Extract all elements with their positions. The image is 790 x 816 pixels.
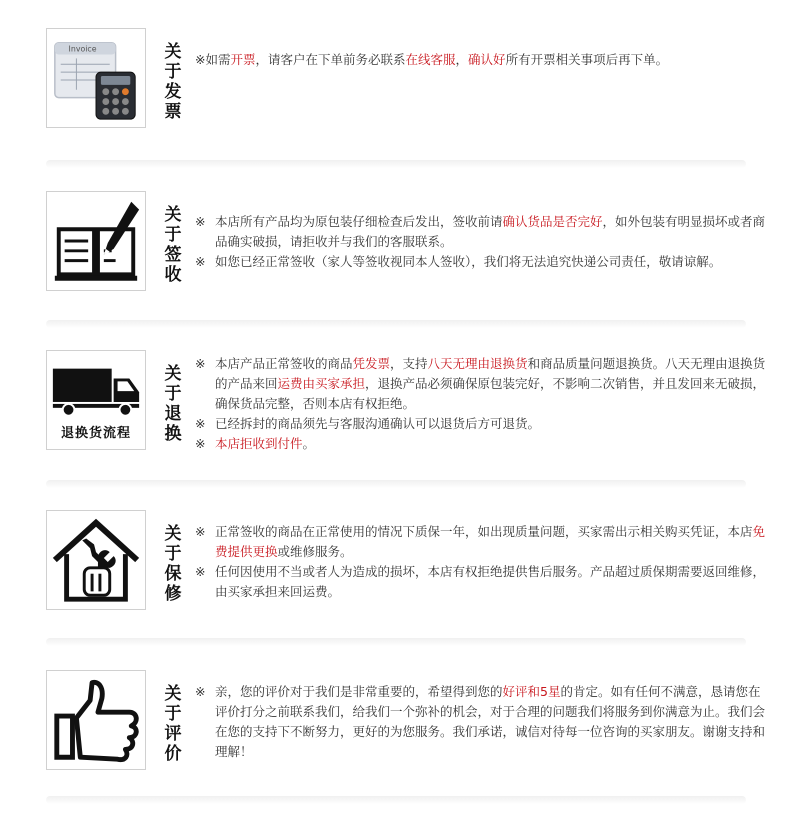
invoice-word: Invoice (68, 44, 97, 54)
section-content (195, 212, 770, 272)
section-content (195, 522, 770, 602)
highlight-text: 确认好 (468, 52, 506, 67)
separator (46, 796, 746, 804)
invoice-calculator-icon (46, 28, 146, 128)
bullet-mark: ※ (195, 564, 206, 579)
section-content (195, 50, 770, 70)
separator (46, 480, 746, 488)
body-text: 和商品质量问题退换货。八天无理由退换货的产品来回 (215, 356, 766, 391)
highlight-text: 八天无理由退换货 (427, 356, 528, 371)
highlight-text: 开票 (230, 52, 256, 67)
bullet-mark: ※ (195, 436, 206, 451)
separator (46, 638, 746, 646)
bullet-mark: ※ (195, 356, 206, 371)
highlight-text: 本店拒收到付件 (215, 436, 303, 451)
section-title: 关 于 评 价 (164, 684, 182, 764)
body-text: 。 (302, 436, 316, 451)
house-wrench-icon (46, 510, 146, 610)
highlight-text: 凭发票 (352, 356, 391, 371)
body-text: ，如外包装有明显损坏或者商品确实破损，请拒收并与我们的客服联系。 (215, 214, 766, 249)
highlight-text: 在线客服 (405, 52, 456, 67)
paragraph (195, 562, 770, 602)
truck-icon (46, 350, 146, 450)
thumbs-up-icon (46, 670, 146, 770)
book-pencil-icon (46, 191, 146, 291)
highlight-text: 运费由买家承担 (277, 376, 366, 391)
paragraph (195, 50, 770, 70)
body-text: 已经拆封的商品须先与客服沟通确认可以退货后方可退货。 (215, 416, 541, 431)
paragraph (195, 212, 770, 252)
body-text: ，请客户在下单前务必联系 (255, 52, 406, 67)
highlight-text: 免费提供更换 (215, 524, 766, 559)
separator (46, 160, 746, 168)
icon-caption: 退换货流程 (60, 426, 131, 441)
section-title: 关 于 签 收 (164, 205, 182, 285)
body-text: ，退换产品必须确保原包装完好，不影响二次销售，并且发回来无破损，确保货品完整，否则本店有权拒绝。 (215, 376, 766, 411)
body-text: 亲，您的评价对于我们是非常重要的，希望得到您的 (215, 684, 503, 699)
paragraph (195, 434, 770, 454)
body-text: 所有开票相关事项后再下单。 (505, 52, 669, 67)
section-title: 关 于 退 换 (164, 364, 182, 444)
section-content (195, 682, 770, 762)
paragraph (195, 414, 770, 434)
body-text: 正常签收的商品在正常使用的情况下质保一年，如出现质量问题，买家需出示相关购买凭证，本店 (215, 524, 753, 539)
section-title: 关 于 发 票 (164, 42, 182, 122)
body-text: 或维修服务。 (277, 544, 353, 559)
paragraph (195, 252, 770, 272)
highlight-text: 好评和5星 (502, 684, 561, 699)
section-title: 关 于 保 修 (164, 524, 182, 604)
bullet-mark: ※ (195, 524, 206, 539)
body-text: ， (455, 52, 469, 67)
body-text: 如您已经正常签收（家人等签收视同本人签收），我们将无法追究快递公司责任，敬请谅解。 (215, 254, 722, 269)
bullet-mark: ※ (195, 214, 206, 229)
body-text: 的肯定。如有任何不满意，恳请您在评价打分之前联系我们，给我们一个弥补的机会，对于合理的问题我们将服务到你满意为止。我们会在您的支持下不断努力，更好的为您服务。我们承诺，诚信对待每一位咨询的买家朋友。谢谢支持和理解！ (215, 684, 766, 759)
body-text: 本店产品正常签收的商品 (215, 356, 353, 371)
paragraph (195, 522, 770, 562)
paragraph (195, 682, 770, 762)
body-text: 任何因使用不当或者人为造成的损坏，本店有权拒绝提供售后服务。产品超过质保期需要返回维修，由买家承担来回运费。 (215, 564, 766, 599)
body-text: ，支持 (390, 356, 428, 371)
bullet-mark: ※ (195, 254, 206, 269)
paragraph (195, 354, 770, 414)
section-content (195, 354, 770, 454)
bullet-mark: ※ (195, 416, 206, 431)
highlight-text: 确认货品是否完好 (502, 214, 603, 229)
bullet-mark: ※ (195, 684, 206, 699)
body-text: ※如需 (195, 52, 231, 67)
body-text: 本店所有产品均为原包装仔细检查后发出，签收前请 (215, 214, 503, 229)
separator (46, 320, 746, 328)
